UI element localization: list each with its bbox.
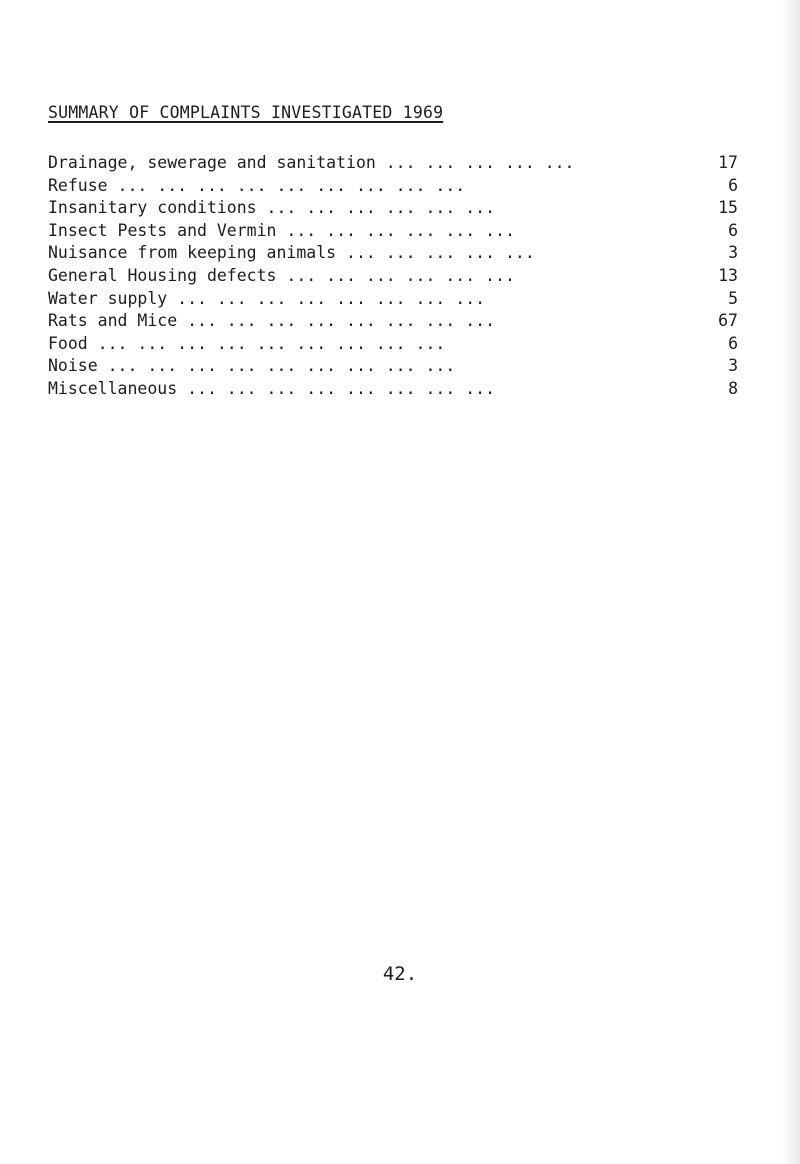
list-item — [48, 176, 738, 199]
list-item — [48, 311, 738, 334]
complaint-count: 3 — [728, 243, 738, 263]
complaint-category: Drainage, sewerage and sanitation ... ... ... ... ... — [48, 153, 575, 172]
complaint-count: 15 — [718, 198, 738, 218]
complaint-count: 17 — [718, 153, 738, 172]
complaint-category: Insanitary conditions ... ... ... ... ... ... — [48, 198, 496, 218]
list-item — [48, 334, 738, 357]
page-number: 42. — [382, 963, 418, 985]
complaint-count: 6 — [728, 333, 738, 353]
complaint-count: 5 — [728, 288, 738, 308]
complaint-count: 8 — [728, 378, 738, 398]
list-item — [48, 153, 738, 176]
list-item — [48, 379, 738, 402]
complaint-category: General Housing defects ... ... ... ... ... ... — [48, 265, 515, 285]
complaint-category: Refuse ... ... ... ... ... ... ... ... ... — [48, 175, 466, 195]
list-item — [48, 356, 738, 379]
complaint-count: 3 — [728, 356, 738, 376]
list-item — [48, 243, 738, 266]
complaint-category: Noise ... ... ... ... ... ... ... ... ... — [48, 356, 456, 376]
list-item — [48, 266, 738, 289]
complaint-count: 6 — [728, 175, 738, 195]
complaint-category: Nuisance from keeping animals ... ... ... ... ... — [48, 243, 535, 263]
page-edge-shadow — [782, 0, 800, 1164]
complaint-count: 13 — [718, 265, 738, 285]
list-item — [48, 198, 738, 221]
page-title: SUMMARY OF COMPLAINTS INVESTIGATED 1969 — [48, 103, 444, 122]
complaint-category: Food ... ... ... ... ... ... ... ... ... — [48, 333, 446, 353]
list-item — [48, 289, 738, 312]
complaint-category: Water supply ... ... ... ... ... ... ... ... — [48, 288, 486, 308]
complaint-category: Insect Pests and Vermin ... ... ... ... ... ... — [48, 220, 515, 240]
complaint-category: Miscellaneous ... ... ... ... ... ... ... ... — [48, 378, 496, 398]
list-item — [48, 221, 738, 244]
complaint-count: 67 — [718, 311, 738, 331]
complaints-list — [48, 153, 738, 402]
complaint-category: Rats and Mice ... ... ... ... ... ... ... ... — [48, 311, 496, 331]
complaint-count: 6 — [728, 220, 738, 240]
